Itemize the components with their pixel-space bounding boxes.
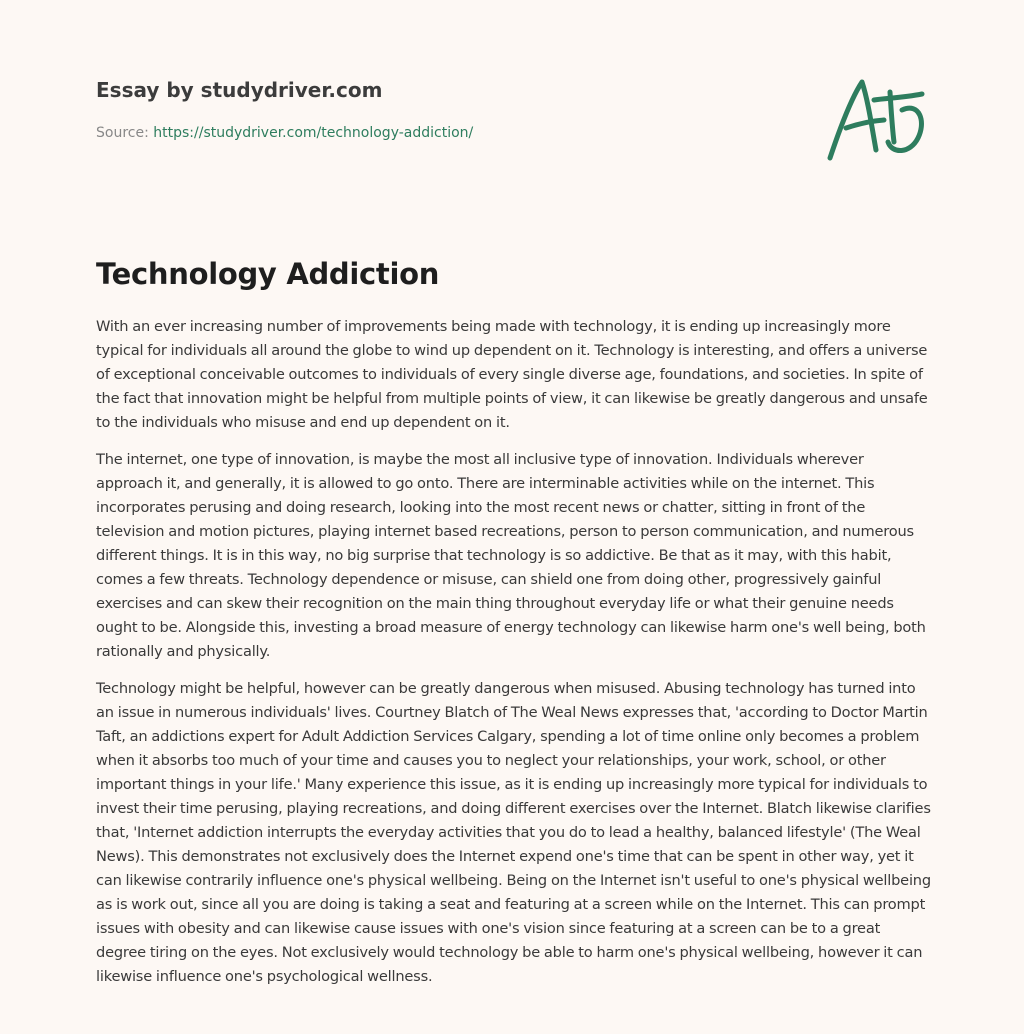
- essay-paragraph: Technology might be helpful, however can be greatly dangerous when misused. Abusing technology has turned into an issue in numerous individuals' lives. Courtney Blatch of The Weal News expresses that, 'according to Doctor Martin Taft, an addictions expert for Adult Addiction Services Calgary, spending a lot of time online only becomes a problem when it absorbs too much of your time and causes you to neglect your relationships, your work, school, or other important things in your life.' Many experience this issue, as it is ending up increasingly more typical for individuals to invest their time perusing, playing recreations, and doing different exercises over the Internet. Blatch likewise clarifies that, 'Internet addiction interrupts the everyday activities that you do to lead a healthy, balanced lifestyle' (The Weal News). This demonstrates not exclusively does the Internet expend one's time that can be spent in other way, yet it can likewise contrarily influence one's physical wellbeing. Being on the Internet isn't useful to one's physical wellbeing as is work out, since all you are doing is taking a seat and featuring at a screen while on the Internet. This can prompt issues with obesity and can likewise cause issues with one's vision since featuring at a screen can be to a great degree tiring on the eyes. Not exclusively would technology be able to harm one's physical wellbeing, however it can likewise influence one's psychological wellness.: [96, 680, 931, 985]
- letter-a-crossbar: [846, 120, 884, 128]
- source-link[interactable]: https://studydriver.com/technology-addiction/: [153, 125, 474, 141]
- essay-body: [96, 315, 932, 1002]
- site-brand: Essay by studydriver.com: [96, 78, 383, 102]
- essay-title: Technology Addiction: [96, 257, 440, 291]
- a-plus-grade-logo: [824, 70, 928, 164]
- essay-paragraph: With an ever increasing number of improvements being made with technology, it is ending up increasingly more typical for individuals all around the globe to wind up dependent on it. Technology is interesting, and offers a universe of exceptional conceivable outcomes to individuals of every single diverse age, foundations, and societies. In spite of the fact that innovation might be helpful from multiple points of view, it can likewise be greatly dangerous and unsafe to the individuals who misuse and end up dependent on it.: [96, 318, 928, 431]
- source-label: Source:: [96, 125, 149, 141]
- source-line: [96, 123, 796, 143]
- essay-header: [96, 76, 796, 143]
- essay-paragraph: The internet, one type of innovation, is maybe the most all inclusive type of innovation. Individuals wherever approach it, and generally, it is allowed to go onto. There are interminable activities while on the internet. This incorporates perusing and doing research, looking into the most recent news or chatter, sitting in front of the television and motion pictures, playing internet based recreations, person to person communication, and numerous different things. It is in this way, no big surprise that technology is so addictive. Be that as it may, with this habit, comes a few threats. Technology dependence or misuse, can shield one from doing other, progressively gainful exercises and can skew their recognition on the main thing throughout everyday life or what their genuine needs ought to be. Alongside this, investing a broad measure of energy technology can likewise harm one's well being, both rationally and physically.: [96, 451, 926, 660]
- a-plus-grade-logo-svg: [824, 70, 928, 164]
- plus-horizontal-stroke: [874, 94, 922, 100]
